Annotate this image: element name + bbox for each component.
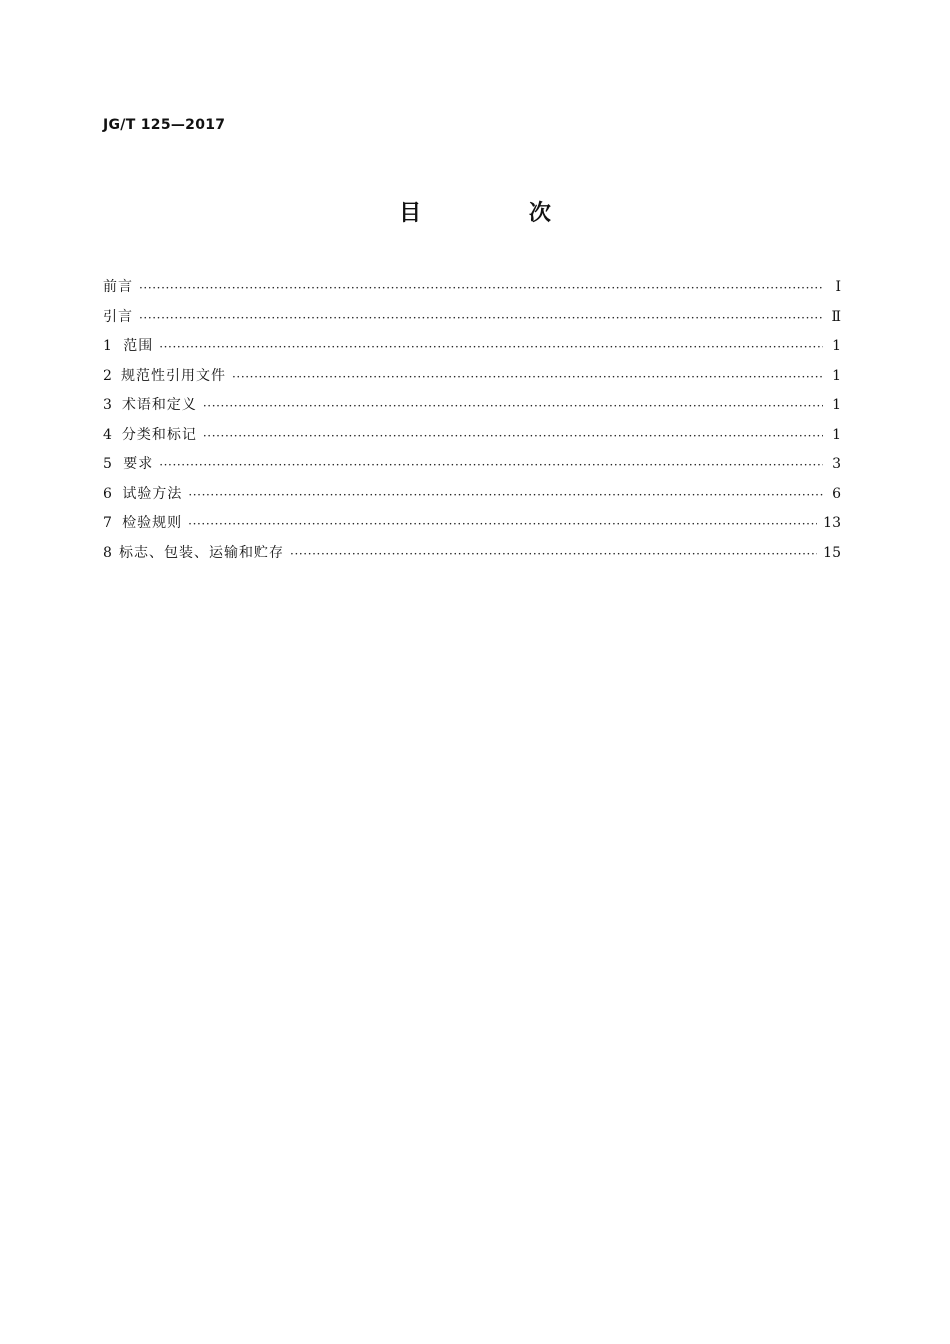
toc-entry-page: 13 (823, 515, 841, 531)
toc-leader-dots (203, 398, 823, 412)
toc-entry-number: 7 (103, 515, 112, 531)
toc-leader-dots (290, 546, 817, 560)
toc-entry-number: 5 (103, 456, 112, 472)
toc-entry-page: 1 (832, 367, 841, 384)
toc-entry-introduction[interactable] (103, 306, 841, 336)
toc-leader-dots (159, 339, 823, 353)
toc-entry-scope[interactable] (103, 335, 841, 365)
toc-entry-terms-definitions[interactable] (103, 394, 841, 424)
toc-entry-test-methods[interactable] (103, 483, 841, 513)
toc-leader-dots (139, 310, 823, 324)
toc-leader-dots (139, 280, 823, 294)
toc-entry-number: 1 (103, 338, 112, 354)
toc-entry-page: 1 (832, 426, 841, 443)
table-of-contents (103, 276, 841, 571)
toc-entry-label: 分类和标记 (121, 426, 197, 443)
toc-entry-inspection-rules[interactable] (103, 512, 841, 542)
toc-entry-requirements[interactable] (103, 453, 841, 483)
toc-leader-dots (188, 487, 823, 501)
toc-entry-label: 引言 (103, 308, 133, 325)
toc-leader-dots (188, 516, 817, 530)
toc-leader-dots (232, 369, 823, 383)
toc-entry-label: 标志、包装、运输和贮存 (119, 544, 285, 561)
toc-entry-page: 6 (832, 485, 841, 502)
toc-entry-label: 范围 (123, 338, 154, 354)
toc-entry-label: 规范性引用文件 (121, 367, 226, 384)
toc-entry-number: 2 (103, 367, 112, 384)
toc-entry-page: Ⅰ (835, 279, 841, 295)
toc-entry-number: 3 (103, 397, 112, 413)
toc-leader-dots (203, 428, 823, 442)
toc-entry-number: 4 (103, 426, 112, 443)
toc-entry-page: 1 (832, 338, 841, 354)
toc-entry-normative-references[interactable] (103, 365, 841, 395)
toc-entry-page: 15 (823, 544, 841, 561)
toc-entry-number: 8 (103, 544, 112, 561)
toc-entry-label: 要求 (123, 456, 154, 472)
toc-entry-label: 术语和定义 (121, 397, 197, 413)
toc-entry-page: 1 (832, 397, 841, 413)
toc-entry-number: 6 (103, 485, 112, 502)
toc-entry-foreword[interactable] (103, 276, 841, 306)
toc-entry-page: 3 (832, 456, 841, 472)
toc-entry-page: Ⅱ (831, 308, 841, 325)
toc-entry-label: 前言 (103, 279, 133, 295)
toc-entry-marking-packaging[interactable] (103, 542, 841, 572)
standard-code: JG/T 125—2017 (103, 117, 226, 133)
toc-entry-classification[interactable] (103, 424, 841, 454)
toc-entry-label: 检验规则 (122, 515, 183, 531)
toc-leader-dots (159, 457, 823, 471)
toc-title: 目 次 (399, 201, 601, 226)
toc-entry-label: 试验方法 (122, 485, 183, 502)
